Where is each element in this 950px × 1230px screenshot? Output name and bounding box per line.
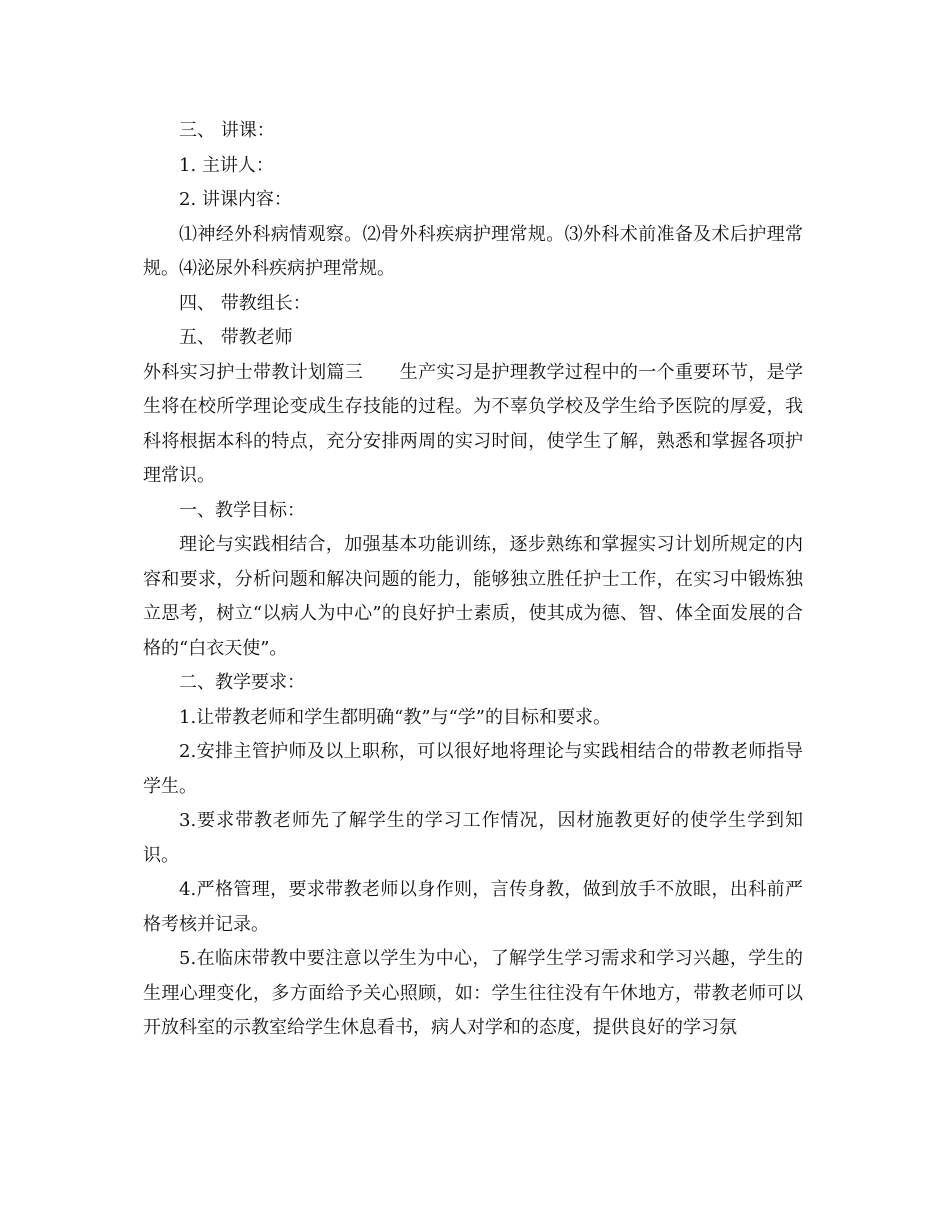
- list-item-requirement-5: 5.在临床带教中要注意以学生为中心，了解学生学习需求和学习兴趣，学生的生理心理变化，多方面给予关心照顾，如：学生往往没有午休地方，带教老师可以开放科室的示教室给学生休息看书，病人对学和的态度，提供良好的学习氛: [143, 948, 803, 1038]
- list-item-requirement-1: 1.让带教老师和学生都明确“教”与“学”的目标和要求。: [179, 706, 611, 728]
- section-heading-teaching-requirements: 二、教学要求：: [179, 672, 305, 693]
- section-heading-team-leader: 四、 带教组长：: [179, 292, 311, 314]
- list-item-requirement-2: 2.安排主管护师及以上职称，可以很好地将理论与实践相结合的带教老师指导学生。: [143, 741, 803, 797]
- section-heading-lecture: 三、 讲课：: [179, 120, 275, 141]
- list-item-requirement-3: 3.要求带教老师先了解学生的学习工作情况，因材施教更好的使学生学到知识。: [143, 810, 803, 866]
- list-item-lecturer: 1. 主讲人：: [179, 154, 274, 176]
- section-heading-teachers: 五、 带教老师: [179, 327, 293, 348]
- paragraph-plan-three-intro: 外科实习护士带教计划篇三 生产实习是护理教学过程中的一个重要环节，是学生将在校所学理论变成生存技能的过程。为不辜负学校及学生给予医院的厚爱，我科将根据本科的特点，充分安排两周的实习时间，使学生了解，熟悉和掌握各项护理常识。: [143, 361, 803, 486]
- list-item-lecture-content: 2. 讲课内容：: [179, 189, 292, 210]
- paragraph-teaching-goals: 理论与实践相结合，加强基本功能训练，逐步熟练和掌握实习计划所规定的内容和要求，分析问题和解决问题的能力，能够独立胜任护士工作，在实习中锻炼独立思考，树立“以病人为中心”的良好护士素质，使其成为德、智、体全面发展的合格的“白衣天使”。: [143, 534, 803, 659]
- section-heading-teaching-goals: 一、教学目标：: [179, 499, 305, 521]
- list-item-requirement-4: 4.严格管理，要求带教老师以身作则，言传身教，做到放手不放眼，出科前严格考核并记录。: [143, 879, 803, 935]
- paragraph-lecture-topics: ⑴神经外科病情观察。⑵骨外科疾病护理常规。⑶外科术前准备及术后护理常规。⑷泌尿外科疾病护理常规。: [143, 223, 803, 279]
- document-body: [143, 114, 803, 1046]
